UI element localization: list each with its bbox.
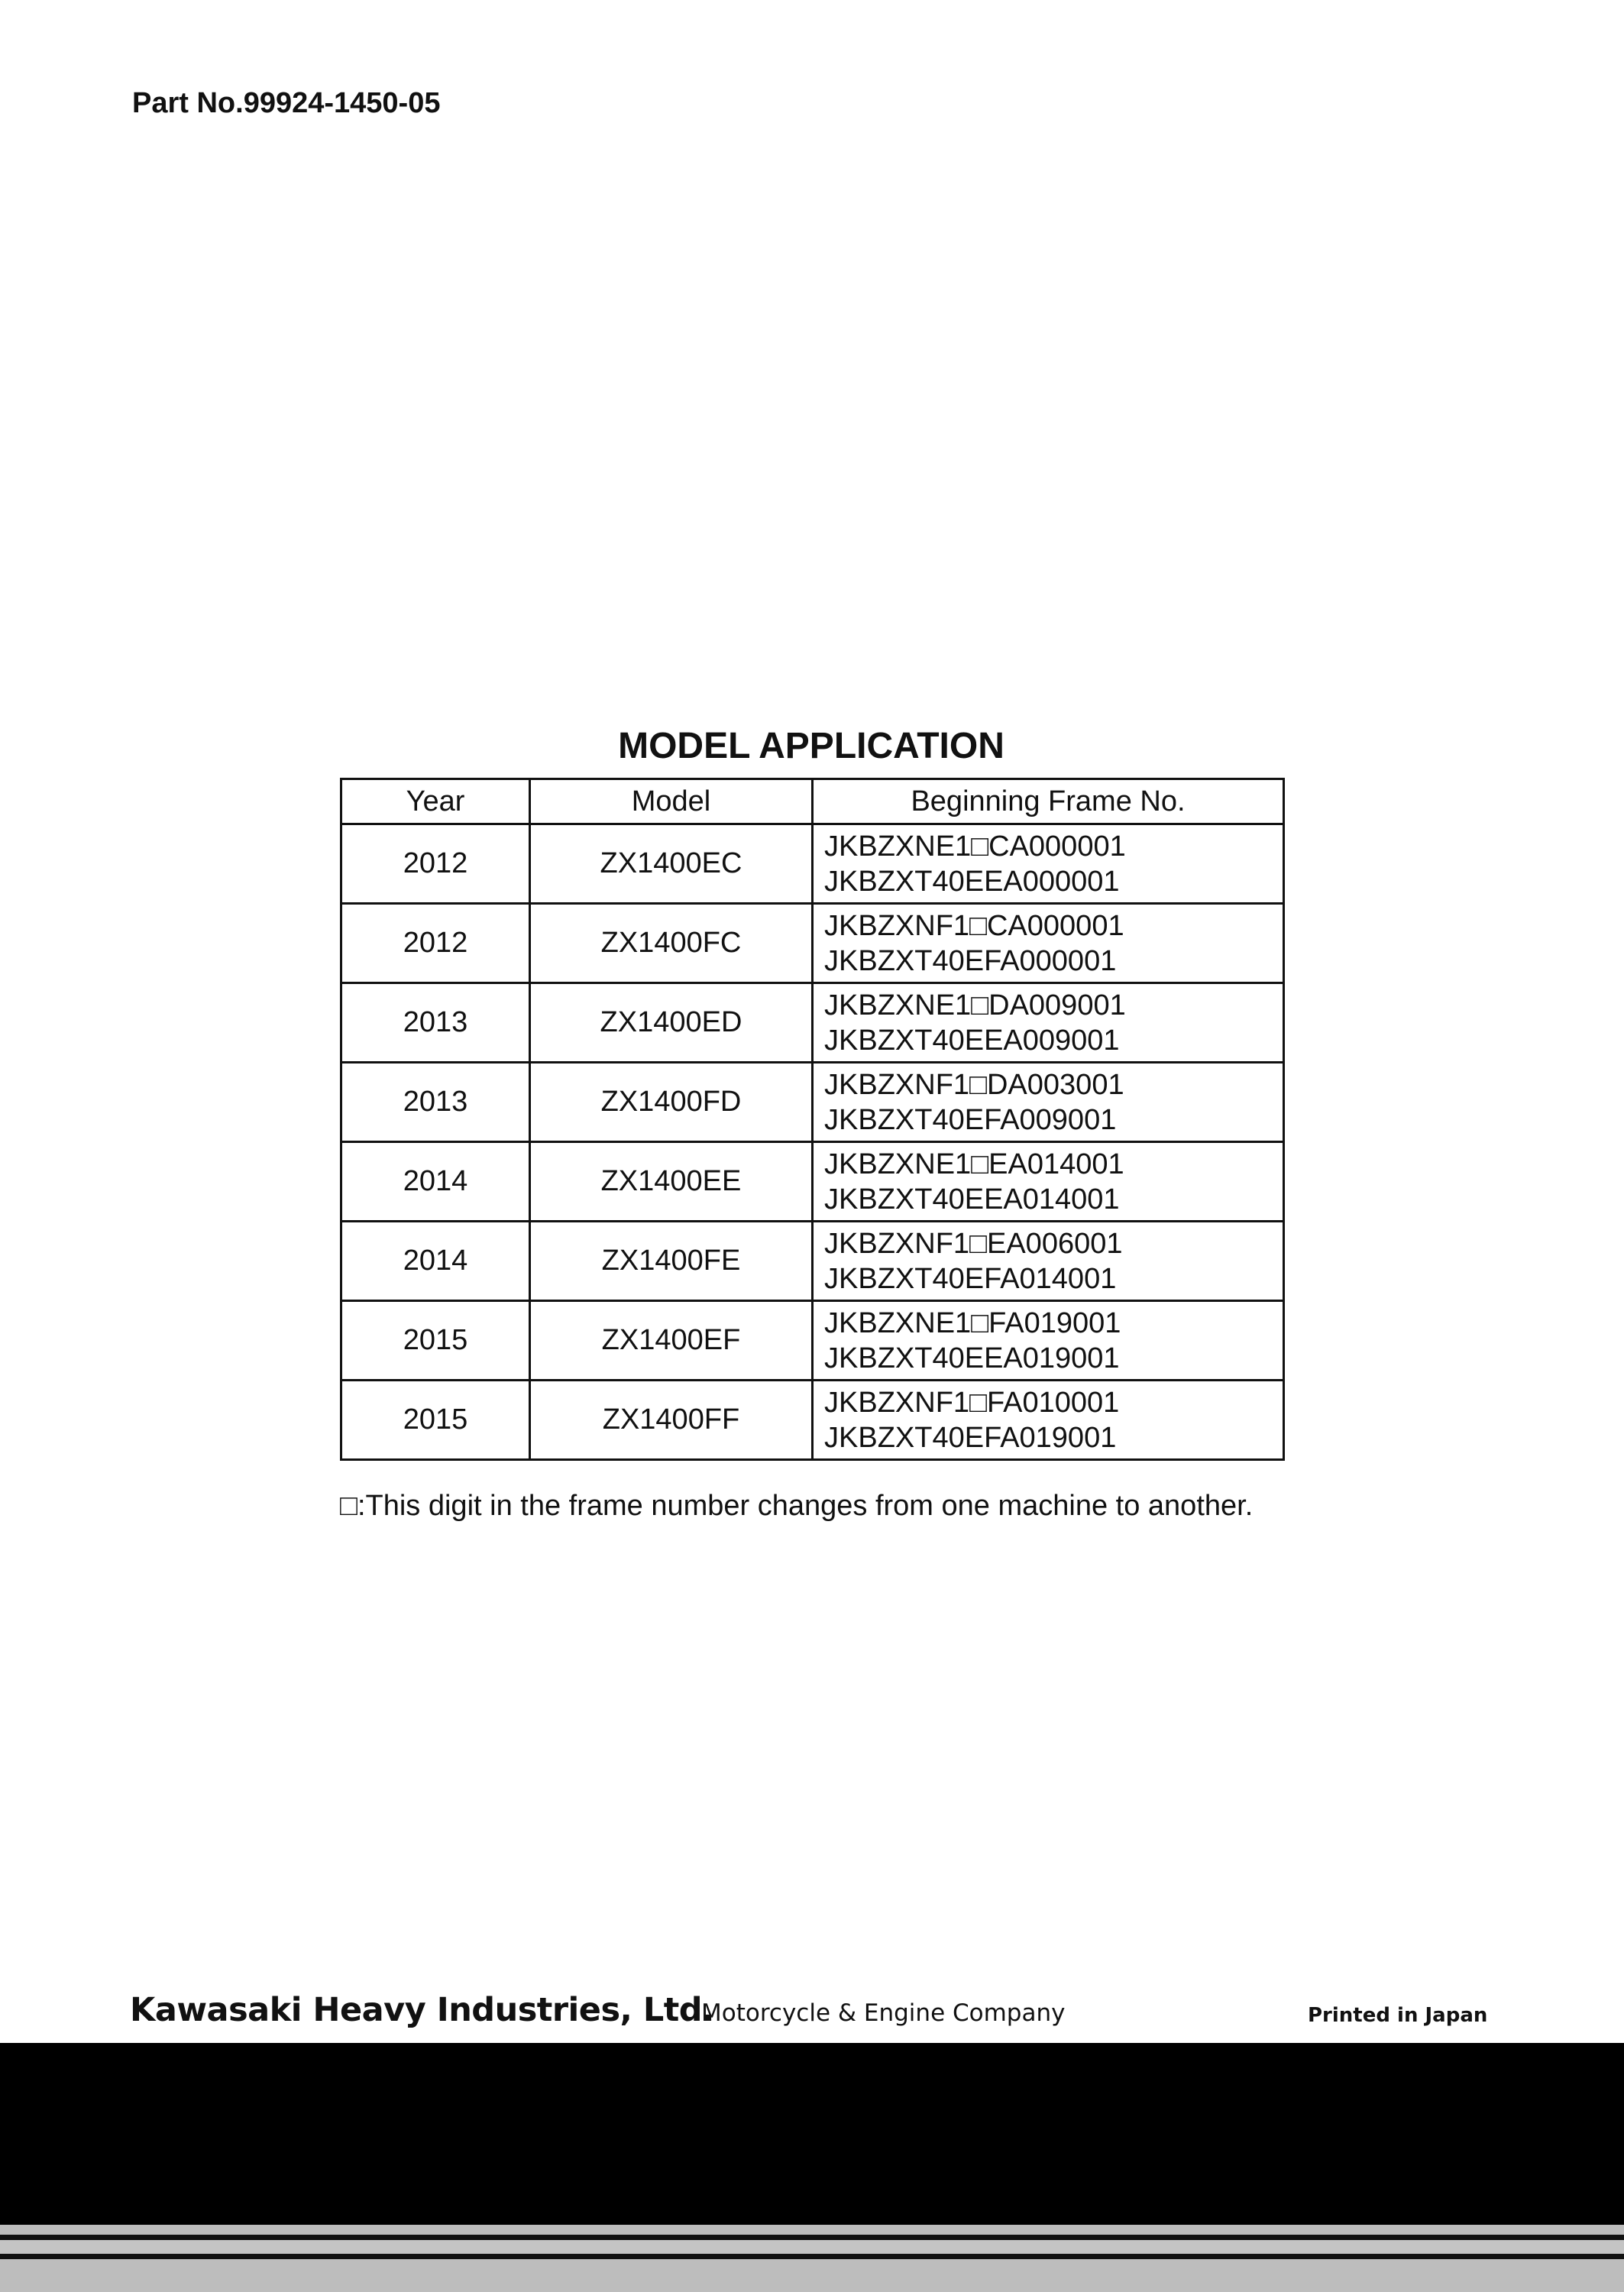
frame-number-secondary: JKBZXT40EFA009001 bbox=[824, 1103, 1117, 1136]
frame-number-secondary: JKBZXT40EFA019001 bbox=[824, 1421, 1117, 1454]
year-cell: 2012 bbox=[341, 824, 530, 904]
column-header-year: Year bbox=[341, 779, 530, 824]
company-name: Kawasaki Heavy Industries, Ltd. bbox=[130, 1991, 714, 2029]
frame-number-cell bbox=[813, 1142, 1284, 1222]
frame-number-secondary: JKBZXT40EEA019001 bbox=[824, 1342, 1120, 1374]
table-header-row bbox=[341, 779, 1284, 824]
company-division: Motorcycle & Engine Company bbox=[701, 1999, 1066, 2027]
year-cell: 2014 bbox=[341, 1222, 530, 1301]
table-row bbox=[341, 983, 1284, 1063]
footer-stripe bbox=[0, 2254, 1624, 2259]
frame-number-cell bbox=[813, 1222, 1284, 1301]
frame-digit-footnote: □:This digit in the frame number changes from one machine to another. bbox=[340, 1490, 1254, 1522]
footer-stripe bbox=[0, 2240, 1624, 2254]
frame-number-primary: JKBZXNF1□CA000001 bbox=[824, 909, 1124, 942]
frame-number-primary: JKBZXNF1□DA003001 bbox=[824, 1068, 1124, 1101]
frame-number-secondary: JKBZXT40EEA000001 bbox=[824, 865, 1120, 898]
column-header-model: Model bbox=[530, 779, 813, 824]
year-cell: 2013 bbox=[341, 983, 530, 1063]
printed-in-label: Printed in Japan bbox=[1308, 2004, 1488, 2027]
model-application-title: MODEL APPLICATION bbox=[618, 726, 1004, 766]
year-cell: 2015 bbox=[341, 1381, 530, 1460]
model-cell: ZX1400FD bbox=[530, 1063, 813, 1142]
frame-number-secondary: JKBZXT40EFA014001 bbox=[824, 1262, 1117, 1295]
table-row bbox=[341, 1222, 1284, 1301]
frame-number-secondary: JKBZXT40EEA014001 bbox=[824, 1183, 1120, 1216]
frame-number-cell bbox=[813, 983, 1284, 1063]
frame-number-cell bbox=[813, 1381, 1284, 1460]
frame-number-primary: JKBZXNE1□FA019001 bbox=[824, 1306, 1121, 1339]
frame-number-cell bbox=[813, 1301, 1284, 1381]
part-number: Part No.99924-1450-05 bbox=[132, 87, 441, 119]
frame-number-secondary: JKBZXT40EFA000001 bbox=[824, 944, 1117, 977]
footer-stripe bbox=[0, 2259, 1624, 2292]
model-application-table bbox=[340, 778, 1285, 1461]
frame-number-primary: JKBZXNE1□EA014001 bbox=[824, 1148, 1124, 1180]
table-row bbox=[341, 1381, 1284, 1460]
table-row bbox=[341, 1063, 1284, 1142]
frame-number-primary: JKBZXNF1□FA010001 bbox=[824, 1386, 1120, 1419]
table-row bbox=[341, 1142, 1284, 1222]
frame-number-primary: JKBZXNF1□EA006001 bbox=[824, 1227, 1123, 1260]
year-cell: 2012 bbox=[341, 904, 530, 983]
frame-number-primary: JKBZXNE1□DA009001 bbox=[824, 989, 1126, 1021]
model-cell: ZX1400ED bbox=[530, 983, 813, 1063]
footer-black-band bbox=[0, 2043, 1624, 2225]
year-cell: 2013 bbox=[341, 1063, 530, 1142]
model-cell: ZX1400FC bbox=[530, 904, 813, 983]
year-cell: 2014 bbox=[341, 1142, 530, 1222]
table-row bbox=[341, 904, 1284, 983]
model-cell: ZX1400FF bbox=[530, 1381, 813, 1460]
model-cell: ZX1400EC bbox=[530, 824, 813, 904]
model-cell: ZX1400EF bbox=[530, 1301, 813, 1381]
table-body bbox=[341, 824, 1284, 1460]
table-row bbox=[341, 1301, 1284, 1381]
year-cell: 2015 bbox=[341, 1301, 530, 1381]
frame-number-cell bbox=[813, 824, 1284, 904]
frame-number-cell bbox=[813, 904, 1284, 983]
model-cell: ZX1400FE bbox=[530, 1222, 813, 1301]
column-header-frame-no: Beginning Frame No. bbox=[813, 779, 1284, 824]
frame-number-primary: JKBZXNE1□CA000001 bbox=[824, 830, 1126, 863]
frame-number-cell bbox=[813, 1063, 1284, 1142]
footer-stripe bbox=[0, 2235, 1624, 2240]
frame-number-secondary: JKBZXT40EEA009001 bbox=[824, 1024, 1120, 1057]
table-row bbox=[341, 824, 1284, 904]
model-cell: ZX1400EE bbox=[530, 1142, 813, 1222]
footer-stripe bbox=[0, 2225, 1624, 2235]
